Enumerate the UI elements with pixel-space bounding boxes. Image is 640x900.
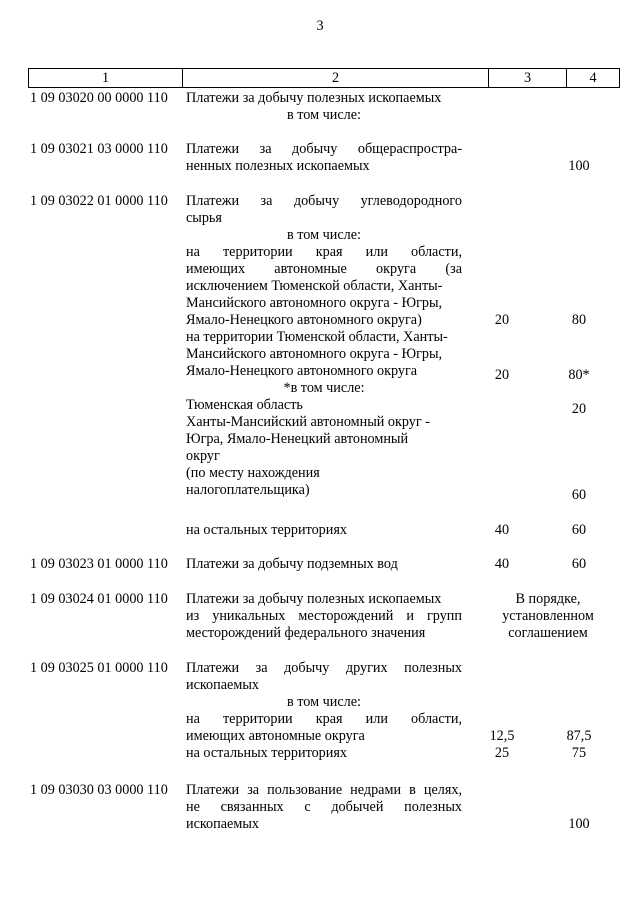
table-header: [28, 68, 620, 88]
row-description: [186, 193, 462, 499]
value-col4: 60: [571, 522, 587, 538]
note-line: соглашением: [508, 625, 588, 641]
value-col4: 80: [571, 312, 587, 328]
row-description: [186, 660, 462, 762]
desc-line: ископаемых: [186, 816, 259, 832]
desc-line: месторождений федерального значения: [186, 625, 426, 641]
note-line: установленном: [502, 608, 594, 624]
value-col4: 60: [571, 487, 587, 503]
value-col4: 20: [571, 401, 587, 417]
desc-line: в том числе:: [287, 107, 361, 123]
desc-line: округ: [186, 448, 220, 464]
header-col-3: 3: [488, 69, 566, 87]
row-description: [186, 782, 462, 833]
desc-line: Платежи за пользование недрами в целях,: [186, 782, 462, 798]
desc-line: в том числе:: [287, 227, 361, 243]
desc-line: сырья: [186, 210, 222, 226]
desc-line: налогоплательщика): [186, 482, 310, 498]
value-col4: 80*: [568, 367, 590, 383]
value-col3: 12,5: [489, 728, 515, 744]
desc-line: Платежи за добычу общераспростра-: [186, 141, 462, 157]
row-description: [186, 522, 462, 539]
desc-line: Мансийского автономного округа - Югры,: [186, 295, 443, 311]
row-code: 1 09 03021 03 0000 110: [30, 141, 168, 157]
value-col3: 20: [494, 367, 510, 383]
value-col4: 60: [571, 556, 587, 572]
desc-line: Тюменская область: [186, 397, 303, 413]
desc-line: Югра, Ямало-Ненецкий автономный: [186, 431, 409, 447]
desc-line: в том числе:: [287, 694, 361, 710]
desc-line: (по месту нахождения: [186, 465, 320, 481]
row-code: 1 09 03024 01 0000 110: [30, 591, 168, 607]
value-col4: 87,5: [566, 728, 592, 744]
value-col3: 20: [494, 312, 510, 328]
desc-line: имеющих автономные округа (за: [186, 261, 462, 277]
row-code: 1 09 03030 03 0000 110: [30, 782, 168, 798]
row-code: 1 09 03020 00 0000 110: [30, 90, 168, 106]
desc-line: Платежи за добычу других полезных: [186, 660, 462, 676]
page-number: 3: [316, 18, 324, 34]
desc-line: на остальных территориях: [186, 745, 347, 761]
desc-line: Ямало-Ненецкого автономного округа): [186, 312, 422, 328]
header-col-1: 1: [28, 69, 182, 87]
value-col3: 25: [494, 745, 510, 761]
desc-line: ненных полезных ископаемых: [186, 158, 370, 174]
row-code: 1 09 03025 01 0000 110: [30, 660, 168, 676]
desc-line: Платежи за добычу углеводородного: [186, 193, 462, 209]
desc-line: имеющих автономные округа: [186, 728, 365, 744]
row-description: [186, 556, 462, 573]
header-col-2: 2: [182, 69, 488, 87]
row-code: 1 09 03023 01 0000 110: [30, 556, 168, 572]
row-description: [186, 90, 462, 124]
desc-line: на территории края или области,: [186, 244, 462, 260]
note-line: В порядке,: [515, 591, 581, 607]
desc-line: на остальных территориях: [186, 522, 347, 538]
row-description: [186, 141, 462, 175]
desc-line: Платежи за добычу подземных вод: [186, 556, 398, 572]
desc-line: Платежи за добычу полезных ископаемых: [186, 90, 442, 106]
row-code: 1 09 03022 01 0000 110: [30, 193, 168, 209]
value-col4: 100: [568, 158, 590, 174]
desc-line: Платежи за добычу полезных ископаемых: [186, 591, 442, 607]
value-col3: 40: [494, 522, 510, 538]
desc-line: на территории Тюменской области, Ханты-: [186, 329, 448, 345]
desc-line: исключением Тюменской области, Ханты-: [186, 278, 443, 294]
value-col4: 100: [568, 816, 590, 832]
desc-line: Ханты-Мансийский автономный округ -: [186, 414, 430, 430]
header-col-4: 4: [566, 69, 620, 87]
desc-line: на территории края или области,: [186, 711, 462, 727]
desc-line: из уникальных месторождений и групп: [186, 608, 462, 624]
payment-order-note: [482, 591, 614, 642]
value-col3: 40: [494, 556, 510, 572]
row-description: [186, 591, 462, 642]
desc-line: ископаемых: [186, 677, 259, 693]
desc-line: не связанных с добычей полезных: [186, 799, 462, 815]
value-col4: 75: [571, 745, 587, 761]
desc-line: Ямало-Ненецкого автономного округа: [186, 363, 418, 379]
desc-line: Мансийского автономного округа - Югры,: [186, 346, 443, 362]
desc-line: *в том числе:: [283, 380, 365, 396]
